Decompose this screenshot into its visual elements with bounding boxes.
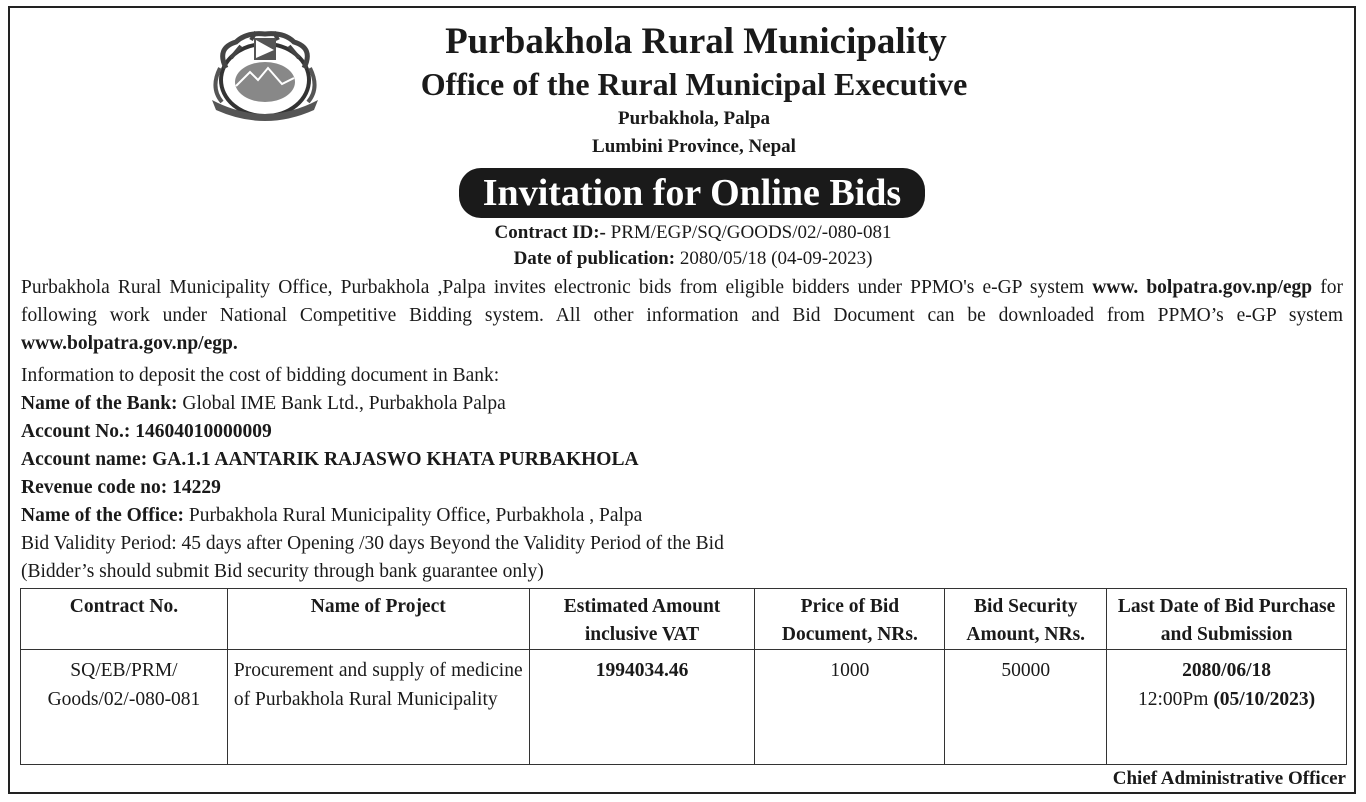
cell-estimated-amount: 1994034.46 [529, 650, 755, 765]
office-name: Office of the Rural Municipal Executive [420, 66, 968, 102]
cell-doc-price: 1000 [755, 650, 945, 765]
bank-value: Global IME Bank Ltd., Purbakhola Palpa [182, 393, 506, 414]
notice-page [8, 6, 1356, 794]
col-doc-price: Price of Bid Document, NRs. [755, 589, 945, 650]
cell-project: Procurement and supply of medicine of Purbakhola Rural Municipality [227, 650, 529, 765]
account-name-label: Account name: [21, 449, 148, 470]
egp-link-1[interactable]: www. bolpatra.gov.np/egp [1092, 277, 1313, 298]
account-number [21, 418, 272, 446]
contract-id [10, 222, 1354, 244]
account-name-value: GA.1.1 AANTARIK RAJASWO KHATA PURBAKHOLA [152, 449, 639, 470]
col-last-date: Last Date of Bid Purchase and Submission [1107, 589, 1347, 650]
cell-bid-security: 50000 [945, 650, 1107, 765]
table-header-row [21, 589, 1347, 650]
cell-contract-no: SQ/EB/PRM/ Goods/02/-080-081 [21, 650, 228, 765]
account-no-label: Account No.: [21, 421, 131, 442]
col-estimated-amount: Estimated Amount inclusive VAT [529, 589, 755, 650]
revenue-value: 14229 [172, 477, 221, 498]
office-info [21, 502, 642, 530]
security-note: (Bidder’s should submit Bid security through bank guarantee only) [21, 561, 544, 582]
table-row [21, 650, 1347, 765]
cell-last-date [1107, 650, 1347, 765]
deposit-info: Information to deposit the cost of bidding document in Bank: [21, 365, 500, 386]
notice-title: Invitation for Online Bids [459, 168, 925, 218]
col-bid-security: Bid Security Amount, NRs. [945, 589, 1107, 650]
account-no-value: 14604010000009 [135, 421, 272, 442]
contract-id-value: PRM/EGP/SQ/GOODS/02/-080-081 [610, 222, 892, 243]
publication-date [10, 248, 1354, 270]
signature: Chief Administrative Officer [1112, 768, 1346, 789]
office-label: Name of the Office: [21, 505, 184, 526]
intro-paragraph [21, 274, 1343, 358]
bid-table [20, 588, 1347, 765]
col-contract-no: Contract No. [21, 589, 228, 650]
address-line-2: Lumbini Province, Nepal [592, 136, 796, 157]
contract-id-label: Contract ID:- [494, 222, 606, 243]
intro-text-1: Purbakhola Rural Municipality Office, Purbakhola ,Palpa invites electronic bids from eligible bidders under PPMO's e-GP system [21, 277, 1093, 298]
last-time: 12:00Pm [1138, 689, 1209, 710]
office-value: Purbakhola Rural Municipality Office, Purbakhola , Palpa [188, 505, 643, 526]
last-date-bs: 2080/06/18 [1182, 660, 1271, 681]
municipality-name: Purbakhola Rural Municipality [445, 21, 947, 62]
revenue-label: Revenue code no: [21, 477, 168, 498]
publication-label: Date of publication: [513, 248, 676, 269]
bank-label: Name of the Bank: [21, 393, 178, 414]
bank-name [21, 390, 506, 418]
intro-text-2: for following work under National Competitive Bidding system. All other information and Bid Document can be downloaded from PPMO’s e-GP system [21, 277, 1343, 326]
bid-validity: Bid Validity Period: 45 days after Opening /30 days Beyond the Validity Period of the Bid [21, 533, 724, 554]
revenue-code [21, 474, 221, 502]
last-date-ad: (05/10/2023) [1213, 689, 1316, 710]
account-name [21, 446, 639, 474]
col-project: Name of Project [227, 589, 529, 650]
egp-link-2[interactable]: www.bolpatra.gov.np/egp. [21, 333, 238, 354]
address-line-1: Purbakhola, Palpa [617, 108, 771, 129]
publication-value: 2080/05/18 (04-09-2023) [679, 248, 873, 269]
